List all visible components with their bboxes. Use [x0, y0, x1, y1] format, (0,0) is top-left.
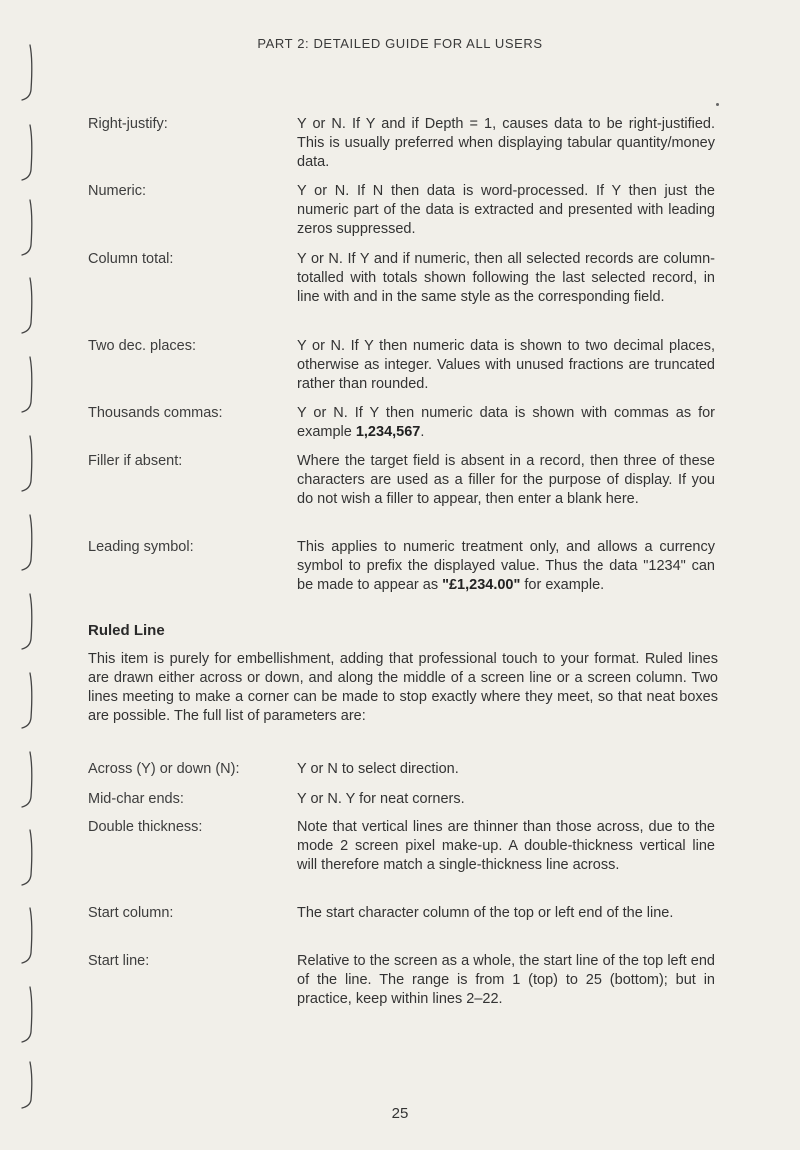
ruled-line-paragraph: This item is purely for embellishment, adding that professional touch to your format. Ruled lines are drawn either across or down, and along the middle of a screen line or a screen column. Two lines meeting to make a corner can be made to stop exactly where they meet, so that neat boxes are possible. The full list of parameters are:	[88, 651, 718, 724]
term-definition: Note that vertical lines are thinner than those across, due to the mode 2 screen pixel make-up. A double-thickness vertical line will therefore match a single-thickness line across.	[297, 819, 715, 873]
term-definition: The start character column of the top or left end of the line.	[297, 905, 674, 921]
term-label: Column total:	[88, 251, 174, 267]
term-label: Double thickness:	[88, 819, 203, 835]
term-definition: Y or N. If Y then numeric data is shown with commas as for example 1,234,567.	[297, 405, 715, 440]
page-number: 25	[391, 1105, 409, 1122]
example-currency: "£1,234.00"	[442, 577, 521, 593]
term-definition: Y or N. If Y and if numeric, then all selected records are column-totalled with totals shown following the last selected record, in line with and in the same style as the corresponding field.	[297, 251, 715, 305]
term-label: Across (Y) or down (N):	[88, 761, 240, 777]
term-definition: This applies to numeric treatment only, and allows a currency symbol to prefix the displayed value. Thus the data "1234" can be made to appear as "£1,234.00" for example.	[297, 539, 715, 593]
term-label: Start column:	[88, 905, 174, 921]
example-number: 1,234,567	[355, 424, 421, 440]
spiral-binding-marks	[0, 0, 50, 1150]
section-heading-ruled-line: Ruled Line	[88, 622, 165, 639]
term-definition: Y or N. If Y and if Depth = 1, causes data to be right-justified. This is usually preferred when displaying tabular quantity/money data.	[297, 116, 715, 170]
term-label: Right-justify:	[88, 116, 168, 132]
term-label: Leading symbol:	[88, 539, 194, 555]
term-label: Two dec. places:	[88, 338, 196, 354]
term-label: Numeric:	[88, 183, 147, 199]
term-definition: Y or N. If N then data is word-processed. If Y then just the numeric part of the data is extracted and presented with leading zeros suppressed.	[297, 183, 715, 237]
term-label: Mid-char ends:	[88, 791, 184, 807]
term-definition: Relative to the screen as a whole, the start line of the top left end of the line. The range is from 1 (top) to 25 (bottom); but in practice, keep within lines 2–22.	[297, 953, 715, 1007]
term-label: Thousands commas:	[88, 405, 223, 421]
speck	[716, 103, 719, 106]
page-header: PART 2: DETAILED GUIDE FOR ALL USERS	[257, 36, 543, 51]
term-definition: Y or N. Y for neat corners.	[297, 791, 465, 807]
term-label: Start line:	[88, 953, 150, 969]
term-definition: Where the target field is absent in a record, then three of these characters are used as a filler for the purpose of display. If you do not wish a filler to appear, then enter a blank here.	[297, 453, 715, 507]
term-label: Filler if absent:	[88, 453, 183, 469]
term-definition: Y or N to select direction.	[297, 761, 459, 777]
term-definition: Y or N. If Y then numeric data is shown to two decimal places, otherwise as integer. Values with unused fractions are truncated rather than rounded.	[297, 338, 715, 392]
